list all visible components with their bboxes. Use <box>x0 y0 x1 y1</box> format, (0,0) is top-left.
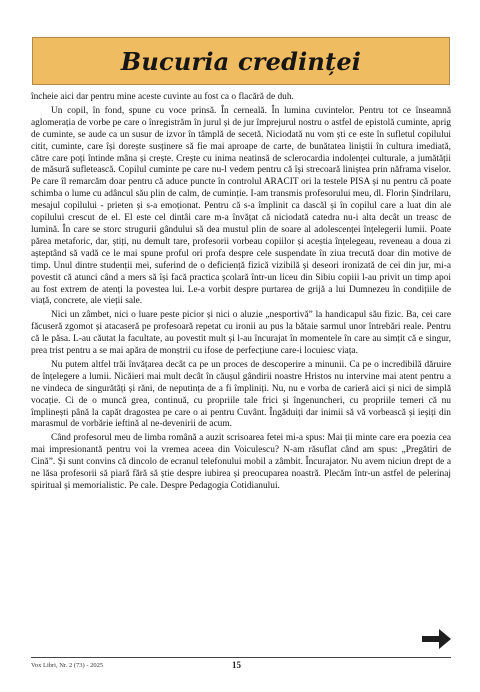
article-body <box>31 92 451 493</box>
page-title: Bucuria credinței <box>120 46 362 76</box>
title-banner <box>32 37 450 85</box>
paragraph: Când profesorul meu de limba română a auzit scrisoarea fetei mi-a spus: Mai ții minte care era poezia cea mai impresionantă pentru voi la vremea aceea din Voiculescu? N-am răsuflat când am spus: „Pregătiri de Cină”. Și sunt convins că dincolo de ecranul telefonului mobil a zâmbit. Încurajator. Nu avem niciun drept de a ne lăsa profesorii să piară fără să știe despre iubirea și preocuparea noastră. Plecăm într-un astfel de pelerinaj spiritual și memorialistic. Pe cale. Despre Pedagogia Cotidianului. <box>31 433 451 491</box>
journal-issue: Vox Libri, Nr. 2 (73) - 2025 <box>31 662 104 669</box>
arrow-right-icon[interactable] <box>422 628 452 650</box>
page-number: 15 <box>232 660 241 670</box>
paragraph: încheie aici dar pentru mine aceste cuvinte au fost ca o flacără de duh. <box>31 92 294 102</box>
paragraph: Un copil, în fond, spune cu voce prinsă. În cerneală. În lumina cuvintelor. Pentru tot ce înseamnă aglomerația de vorbe pe care o înregistrăm în jurul și de jur împrejurul nostru o astfel de epistolă cuminte, aprig de cuminte, se aude ca un susur de izvor în tâmplă de secetă. Niciodată nu vom ști ce este în sufletul copilului citit, cuminte, care își dorește susținere să fie mai aproape de carte, de bunătatea liniștii în cultura imediată, către care poți întinde mâna și crește. Crește cu inima neatinsă de sclerocardia indolenței culturale, a jumătății de măsură sufletească. Copilul cuminte pe care nu-l vedem pentru că își strecoară liniștea prin năframa viselor. Pe care îl remarcăm doar pentru că aduce puncte în controlul ARACIT ori la testele PISA și nu pentru că poate schimba o lume cu adâncul său plin de calm, de cuminție. I-am transmis profesorului meu, dl. Florin Șindrilaru, mesajul copilului - prieten și s-a emoționat. Pentru că s-a împlinit ca dascăl și în copilul care a luat din ale copilului crescut de el. El este cel dintâi care m-a învățat că niciodată catedra nu-i alta decât un treasc de lumină. În care se storc strugurii gândului să dea mustul plin de soare al adolescenței înțelegerii lumii. Poate părea metaforic, dar, știți, nu demult tare, profesorii vorbeau copiilor și aceștia înțelegeau, reveneau a doua zi așteptând să vadă ce le mai spune proful ori profa despre cele suspendate în ziua trecută doar din motive de timp. Unul dintre studenții mei, suferind de o deficiență fizică vizibilă și deseori ironizată de cei din jur, mi-a povestit că atunci când a mers să își facă practica școlară într-un liceu din Sibiu copiii l-au privit un timp apoi au fost extrem de atenți la povestea lui. Le-a vorbit despre purtarea de grijă a lui Dumnezeu în condițiile de viață, concrete, ale vieții sale. <box>31 105 451 307</box>
paragraph: Nici un zâmbet, nici o luare peste picior și nici o aluzie „nesportivă” la handicapul său fizic. Ba, cei care făcuseră zgomot și atacaseră pe profesoară repetat cu ironii au pus la bătaie sarmul unor întrebări reale. Pentru că le păsa. L-au căutat la facultate, au povestit mult și l-au încurajat în momentele în care au simțit că e singur, prea trist pentru a se mai apăra de monștrii cu ifose de perfecțiune care-i locuiesc viața. <box>31 310 451 357</box>
paragraph: Nu putem altfel trăi învățarea decât ca pe un proces de descoperire a minunii. Ca pe o incredibilă dăruire de înțelegere a lumii. Nicăieri mai mult decât în căușul gândirii noastre Hristos nu intervine mai atent pentru a ne vindeca de singurătăți și răni, de neputința de a fi împliniți. Nu, nu e vorba de carieră aici și nici de simplă vocație. Ci de o muncă grea, continuă, cu propriile tale frici și îngenuncheri, cu propriile temeri că nu împlinești până la capăt dragostea pe care o ai pentru Cuvânt. Îngăduiți dar inimii să vă vorbească și ieșiți din marasmul de vorbărie ieftină al ne-devenirii de acum. <box>31 359 451 430</box>
footer-divider <box>31 657 451 658</box>
